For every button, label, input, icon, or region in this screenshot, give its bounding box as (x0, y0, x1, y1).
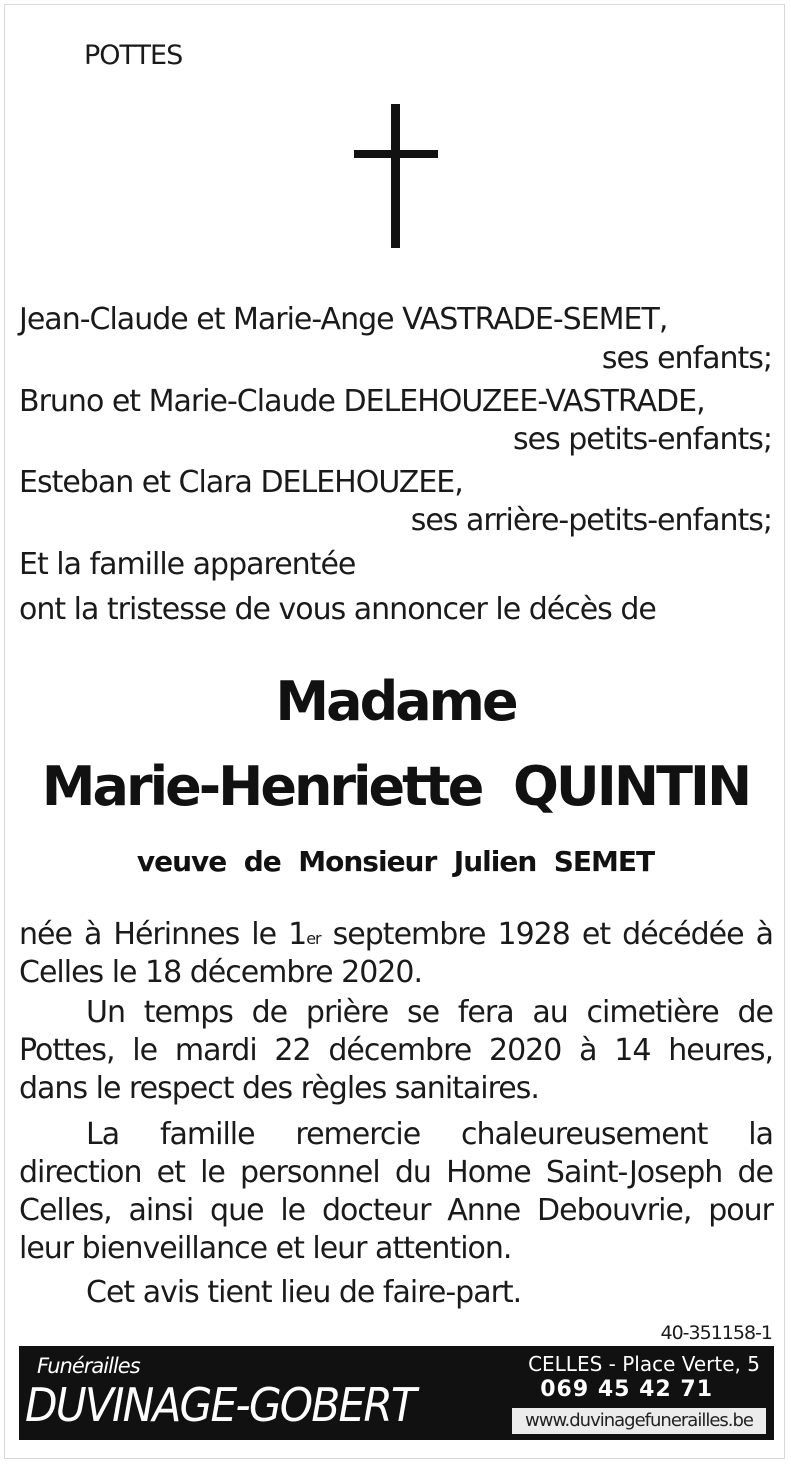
birth-death-paragraph: née à Hérinnes le 1er septembre 1928 et décédée à Celles le 18 décembre 2020. (19, 917, 773, 990)
family-relation-2: ses petits-enfants; (513, 422, 772, 457)
widow-of: veuve de Monsieur Julien SEMET (136, 845, 655, 878)
funeral-home-website[interactable]: www.duvinagefunerailles.be (512, 1408, 766, 1434)
funeral-home-banner (19, 1346, 774, 1440)
family-relation-3: ses arrière-petits-enfants; (410, 503, 772, 538)
funeral-home-address: CELLES - Place Verte, 5 (528, 1352, 760, 1376)
honorific: Madame (275, 670, 516, 733)
announcement: ont la tristesse de vous annoncer le décès de (19, 592, 656, 627)
reference-number: 40-351158-1 (660, 1322, 772, 1344)
family-name-3: Esteban et Clara DELEHOUZEE, (19, 465, 463, 500)
prayer-paragraph: Un temps de prière se fera au cimetière de Pottes, le mardi 22 décembre 2020 à 14 heures, dans le respect des règles sanitaires. (19, 995, 773, 1106)
funeral-home-name: DUVINAGE-GOBERT (25, 1378, 415, 1432)
location-heading: POTTES (84, 40, 183, 71)
family-relation-1: ses enfants; (601, 341, 772, 376)
family-name-2: Bruno et Marie-Claude DELEHOUZEE-VASTRADE, (19, 384, 705, 419)
cross-icon (354, 104, 438, 248)
note-paragraph: Cet avis tient lieu de faire-part. (86, 1275, 522, 1310)
extended-family: Et la famille apparentée (19, 547, 356, 582)
thanks-paragraph: La famille remercie chaleureusement la direction et le personnel du Home Saint-Joseph de Celles, ainsi que le docteur Anne Debouvrie, pour leur bienveillance et leur attention. (19, 1117, 773, 1266)
family-name-1: Jean-Claude et Marie-Ange VASTRADE-SEMET, (19, 302, 668, 337)
funeral-home-phone: 069 45 42 71 (540, 1377, 713, 1402)
funeral-home-label: Funérailles (37, 1354, 140, 1378)
deceased-name: Marie-Henriette QUINTIN (41, 755, 750, 818)
